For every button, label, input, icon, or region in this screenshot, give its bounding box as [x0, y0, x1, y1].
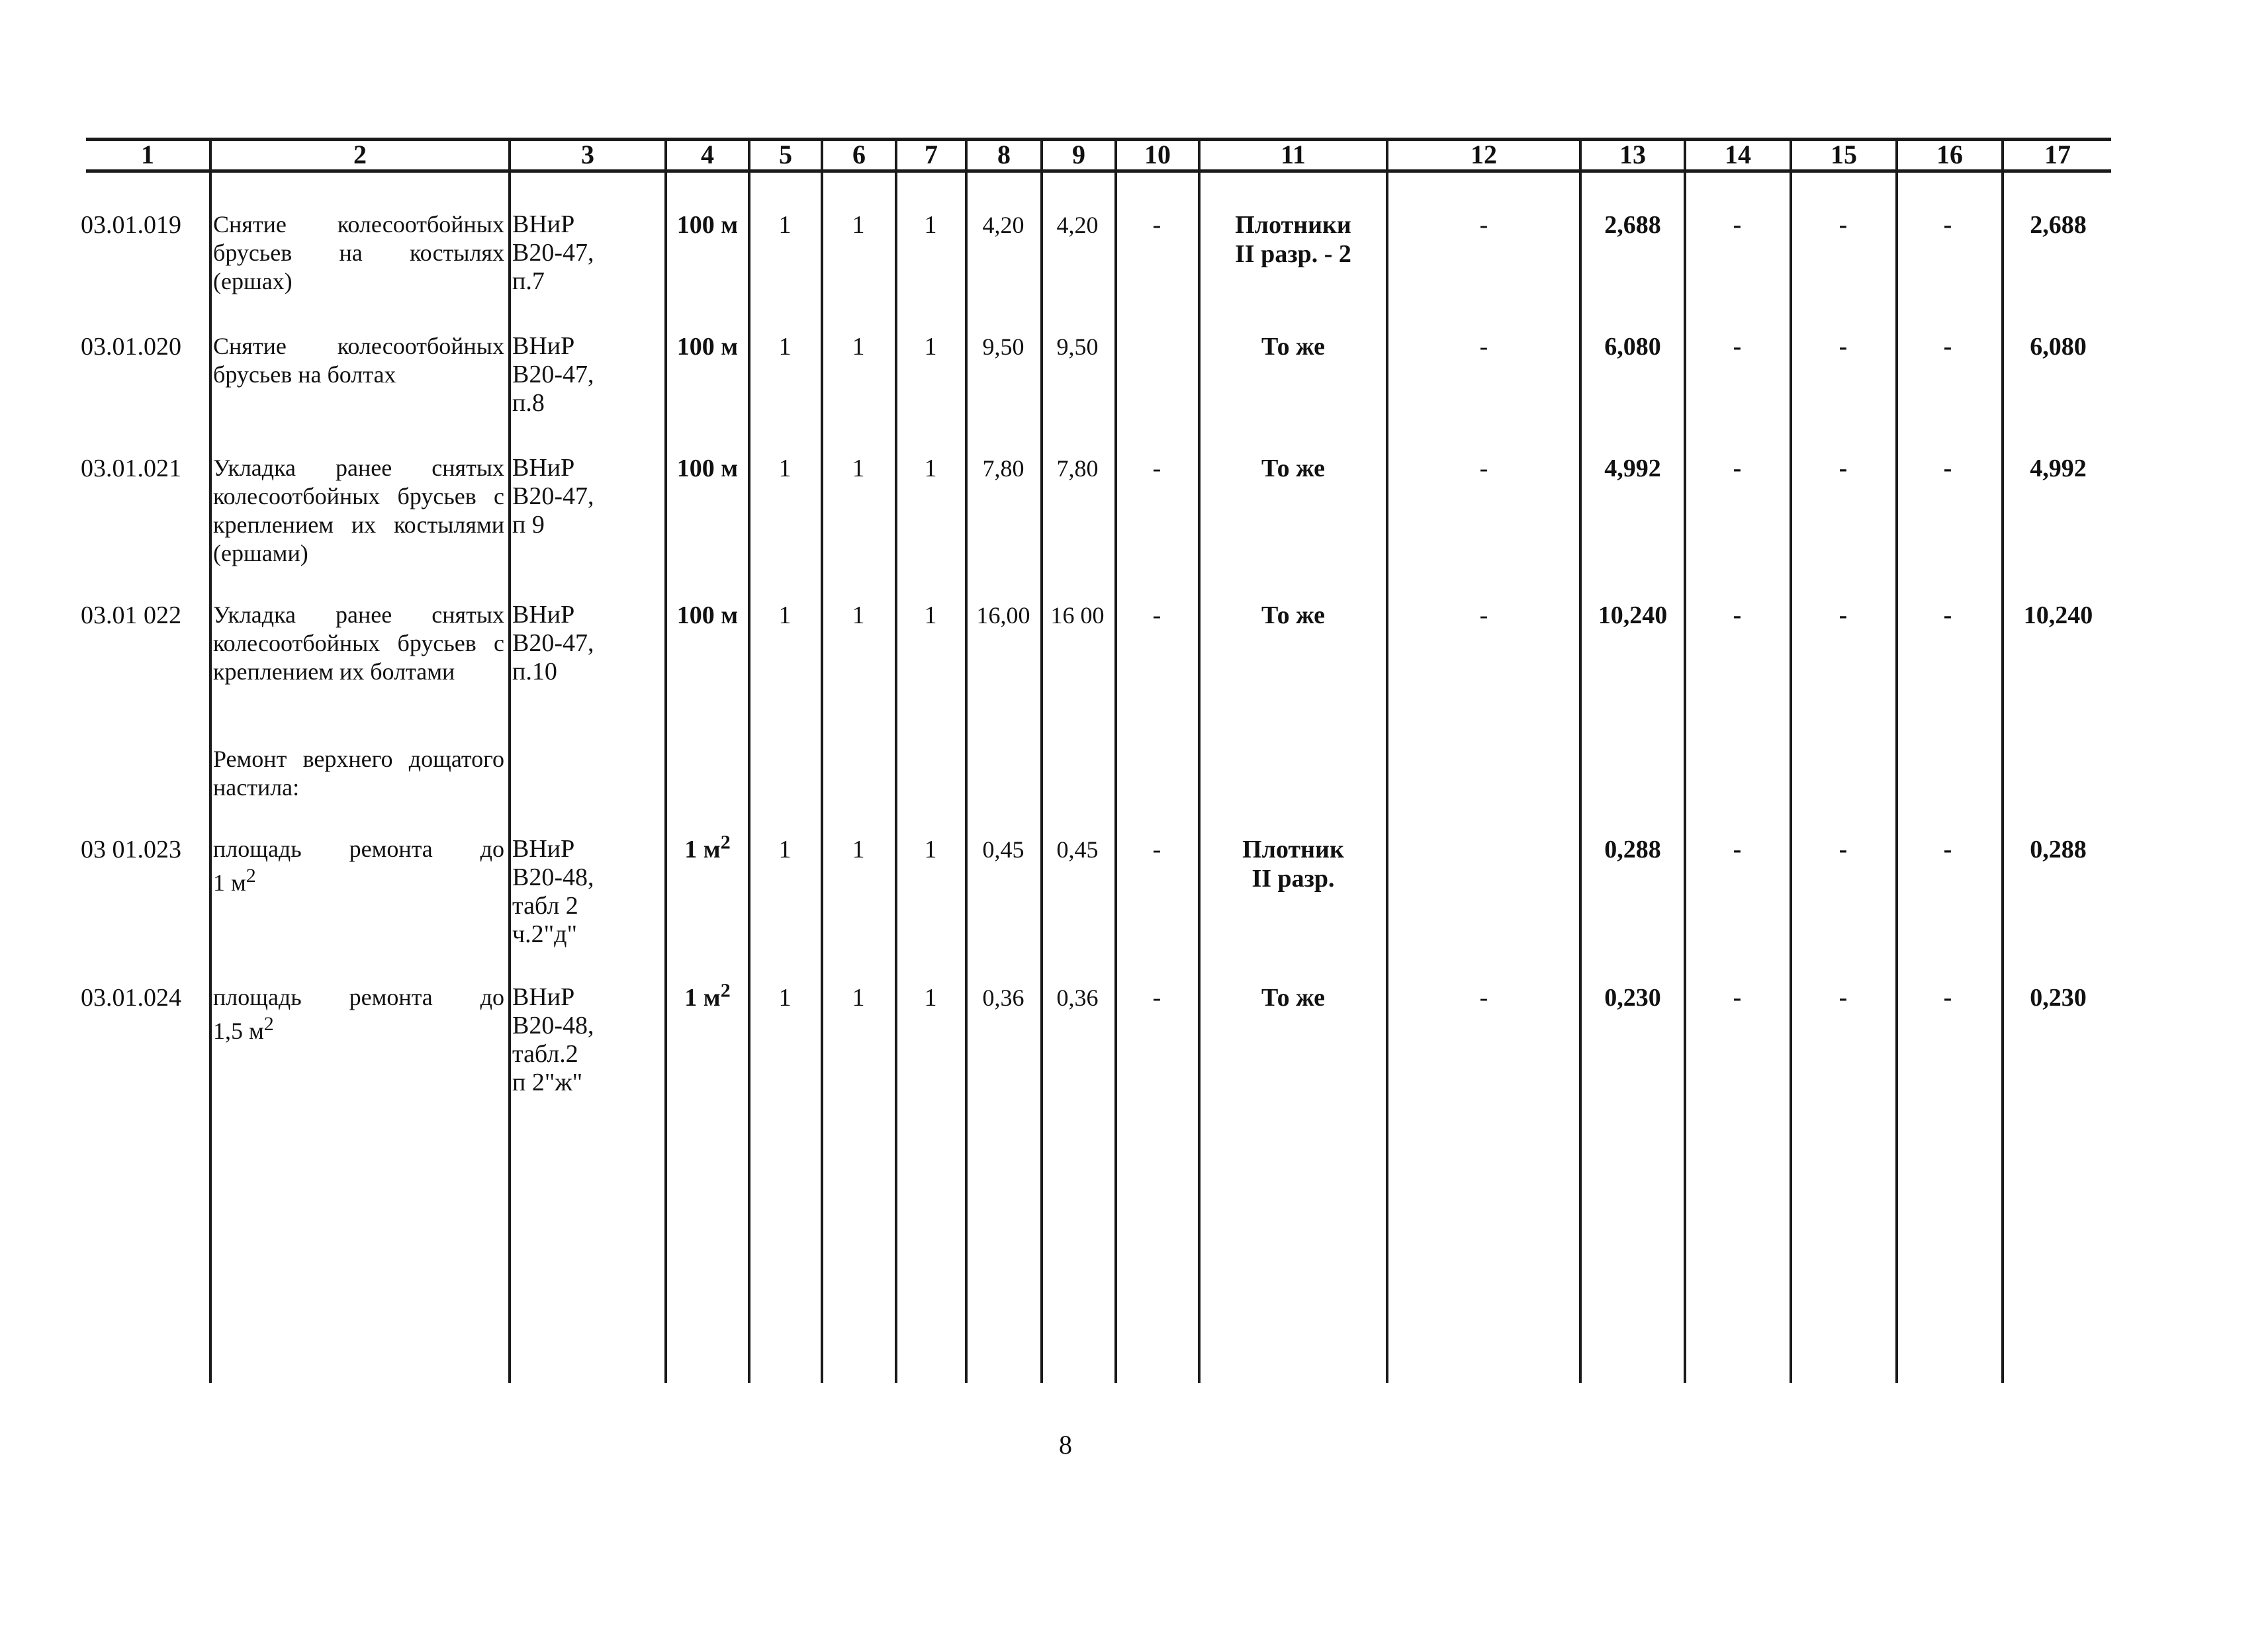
row-code: 03.01 022 [81, 601, 181, 629]
ref-line: ВНиР [512, 210, 575, 238]
description-text: площадь ремонта до [213, 836, 504, 862]
row-col8: 4,20 [982, 212, 1024, 238]
header-col-17: 17 [2044, 140, 2071, 169]
column-divider [209, 139, 212, 1383]
row-col16: - [1943, 455, 1952, 482]
row-col17: 10,240 [2023, 601, 2093, 629]
ref-line: п 2"ж" [512, 1069, 583, 1096]
row-col6: 1 [852, 333, 865, 361]
row-col12: - [1479, 211, 1488, 239]
row-col7: 1 [924, 984, 937, 1012]
area-value: 1 м [213, 869, 246, 896]
row-unit [668, 831, 747, 864]
superscript: 2 [246, 865, 256, 887]
row-col5: 1 [778, 984, 792, 1012]
ref-line: В20-47, [512, 239, 594, 267]
header-col-1: 1 [141, 140, 154, 169]
column-divider [1684, 139, 1686, 1383]
column-divider [1386, 139, 1388, 1383]
row-col13: 4,992 [1604, 455, 1661, 482]
row-col10: - [1152, 984, 1161, 1012]
row-col12: - [1479, 601, 1488, 629]
row-worker [1202, 210, 1384, 269]
row-col15: - [1838, 601, 1848, 629]
row-col8: 16,00 [976, 602, 1030, 629]
page-number: 8 [1059, 1430, 1072, 1460]
column-divider [895, 139, 897, 1383]
row-col16: - [1943, 601, 1952, 629]
row-col5: 1 [778, 455, 792, 482]
column-divider [1040, 139, 1043, 1383]
header-col-13: 13 [1619, 140, 1646, 169]
superscript: 2 [263, 1013, 274, 1035]
section-heading: Ремонт верхнего дощатого настила: [213, 746, 504, 801]
header-bottom-rule [86, 169, 2111, 173]
header-col-10: 10 [1144, 140, 1171, 169]
row-col16: - [1943, 836, 1952, 863]
worker-line: То же [1261, 984, 1326, 1012]
ref-line: п.8 [512, 389, 545, 417]
row-col6: 1 [852, 211, 865, 239]
row-description: Снятие колесоотбойных брусьев на болтах [213, 333, 504, 388]
ref-line: ч.2"д" [512, 920, 577, 948]
ref-line: ВНиР [512, 983, 575, 1011]
row-description: Укладка ранее снятых колесоотбойных брусьев с креплением их болтами [213, 601, 504, 685]
row-col8: 0,45 [982, 836, 1024, 863]
row-col17: 2,688 [2030, 211, 2087, 239]
row-col6: 1 [852, 455, 865, 482]
ref-line: п 9 [512, 511, 545, 539]
ref-line: В20-48, [512, 1012, 594, 1039]
ref-line: п.7 [512, 267, 545, 295]
row-col12: - [1479, 333, 1488, 361]
row-col14: - [1733, 211, 1742, 239]
header-col-3: 3 [581, 140, 594, 169]
ref-line: п.10 [512, 658, 557, 685]
row-description: Снятие колесоотбойных брусьев на костылях (ершах) [213, 211, 504, 294]
worker-line: Плотник [1242, 836, 1344, 863]
row-code: 03 01.023 [81, 836, 181, 863]
ref-line: ВНиР [512, 332, 575, 360]
row-col6: 1 [852, 984, 865, 1012]
row-reference [512, 601, 658, 686]
header-col-7: 7 [925, 140, 938, 169]
row-description: Укладка ранее снятых колесоотбойных брусьев с креплением их костылями (ершами) [213, 455, 504, 566]
row-col13: 0,288 [1604, 836, 1661, 863]
header-col-9: 9 [1072, 140, 1085, 169]
row-col15: - [1838, 333, 1848, 361]
row-col16: - [1943, 211, 1952, 239]
row-col8: 0,36 [982, 985, 1024, 1011]
row-col15: - [1838, 211, 1848, 239]
row-reference [512, 983, 658, 1097]
worker-line: Плотники [1235, 211, 1351, 239]
header-col-14: 14 [1725, 140, 1751, 169]
row-col12: - [1479, 984, 1488, 1012]
row-col7: 1 [924, 836, 937, 863]
row-col5: 1 [778, 601, 792, 629]
row-description [213, 983, 504, 1045]
description-area [213, 865, 504, 897]
row-col7: 1 [924, 601, 937, 629]
row-col16: - [1943, 984, 1952, 1012]
row-reference [512, 332, 658, 418]
ref-line: В20-48, [512, 863, 594, 891]
row-code: 03.01.021 [81, 455, 181, 482]
ref-line: В20-47, [512, 482, 594, 510]
header-col-2: 2 [353, 140, 367, 169]
header-col-16: 16 [1936, 140, 1963, 169]
row-col8: 9,50 [982, 333, 1024, 360]
row-col14: - [1733, 836, 1742, 863]
row-worker [1202, 983, 1384, 1012]
unit-value: 1 м [684, 984, 721, 1012]
row-col7: 1 [924, 455, 937, 482]
row-worker [1202, 454, 1384, 483]
header-col-11: 11 [1281, 140, 1306, 169]
column-divider [821, 139, 823, 1383]
column-divider [748, 139, 750, 1383]
header-col-12: 12 [1471, 140, 1497, 169]
row-worker [1202, 601, 1384, 630]
row-reference [512, 210, 658, 296]
row-unit: 100 м [676, 455, 739, 482]
row-code: 03.01.020 [81, 333, 181, 361]
row-col14: - [1733, 455, 1742, 482]
row-col17: 0,230 [2030, 984, 2087, 1012]
row-unit: 100 м [676, 601, 739, 629]
ref-line: табл.2 [512, 1040, 578, 1068]
row-col10: - [1152, 211, 1161, 239]
column-divider [1114, 139, 1117, 1383]
row-col5: 1 [778, 211, 792, 239]
area-value: 1,5 м [213, 1018, 264, 1044]
row-worker [1202, 835, 1384, 893]
row-col15: - [1838, 836, 1848, 863]
worker-line: II разр. - 2 [1235, 240, 1351, 268]
superscript: 2 [720, 831, 731, 854]
unit-value: 1 м [684, 836, 721, 863]
row-col7: 1 [924, 333, 937, 361]
description-area [213, 1013, 504, 1045]
ref-line: ВНиР [512, 601, 575, 629]
header-col-4: 4 [701, 140, 714, 169]
row-code: 03.01.019 [81, 211, 181, 239]
row-col10: - [1152, 455, 1161, 482]
column-divider [1198, 139, 1201, 1383]
row-col17: 0,288 [2030, 836, 2087, 863]
row-col6: 1 [852, 836, 865, 863]
row-col9: 4,20 [1056, 212, 1099, 238]
row-col14: - [1733, 601, 1742, 629]
row-col5: 1 [778, 333, 792, 361]
row-col17: 4,992 [2030, 455, 2087, 482]
row-code: 03.01.024 [81, 984, 181, 1012]
ref-line: В20-47, [512, 629, 594, 657]
column-divider [965, 139, 968, 1383]
column-divider [1895, 139, 1898, 1383]
row-col9: 7,80 [1056, 455, 1099, 482]
row-reference [512, 454, 658, 539]
column-divider [508, 139, 511, 1383]
row-reference [512, 835, 658, 949]
row-description [213, 835, 504, 897]
worker-line: То же [1261, 333, 1326, 361]
worker-line: II разр. [1251, 865, 1335, 893]
row-col7: 1 [924, 211, 937, 239]
row-col13: 2,688 [1604, 211, 1661, 239]
header-col-8: 8 [997, 140, 1011, 169]
row-unit: 100 м [676, 333, 739, 361]
row-col15: - [1838, 984, 1848, 1012]
row-unit: 100 м [676, 211, 739, 239]
column-divider [2001, 139, 2004, 1383]
ref-line: В20-47, [512, 361, 594, 388]
superscript: 2 [720, 979, 731, 1002]
ref-line: ВНиР [512, 454, 575, 482]
worker-line: То же [1261, 601, 1326, 629]
row-col17: 6,080 [2030, 333, 2087, 361]
row-col10: - [1152, 601, 1161, 629]
row-col5: 1 [778, 836, 792, 863]
row-col12: - [1479, 455, 1488, 482]
row-col13: 6,080 [1604, 333, 1661, 361]
column-divider [1579, 139, 1582, 1383]
header-col-15: 15 [1831, 140, 1857, 169]
header-col-5: 5 [779, 140, 792, 169]
row-col14: - [1733, 333, 1742, 361]
row-col10: - [1152, 836, 1161, 863]
description-text: площадь ремонта до [213, 984, 504, 1010]
column-divider [1790, 139, 1792, 1383]
row-col8: 7,80 [982, 455, 1024, 482]
row-col13: 10,240 [1598, 601, 1668, 629]
ref-line: табл 2 [512, 892, 578, 920]
row-unit [668, 979, 747, 1012]
row-col9: 0,36 [1056, 985, 1099, 1011]
row-worker [1202, 332, 1384, 361]
row-col16: - [1943, 333, 1952, 361]
row-col9: 0,45 [1056, 836, 1099, 863]
row-col14: - [1733, 984, 1742, 1012]
column-divider [664, 139, 667, 1383]
worker-line: То же [1261, 455, 1326, 482]
ref-line: ВНиР [512, 835, 575, 863]
row-col15: - [1838, 455, 1848, 482]
row-col9: 9,50 [1056, 333, 1099, 360]
header-col-6: 6 [852, 140, 866, 169]
row-col13: 0,230 [1604, 984, 1661, 1012]
row-col9: 16 00 [1050, 602, 1105, 629]
row-col6: 1 [852, 601, 865, 629]
